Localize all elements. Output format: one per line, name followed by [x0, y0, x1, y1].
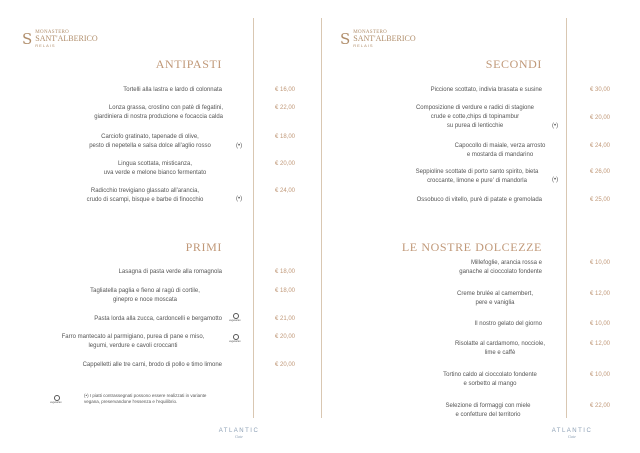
antipasti-price-5: € 24,00 — [275, 188, 296, 194]
dolcezze-price-5: € 10,00 — [590, 372, 611, 378]
secondi-price-2: € 20,00 — [590, 115, 611, 121]
secondi-title: SECONDI — [485, 57, 542, 71]
dolcezze-dish-3: Il nostro gelato del giorno — [474, 321, 542, 327]
brand-line-1: MONASTERO — [353, 30, 388, 35]
dolcezze-price-1: € 10,00 — [590, 260, 611, 266]
right-divider-line-left — [321, 18, 322, 418]
dolcezze-price-4: € 12,00 — [590, 341, 611, 347]
secondi-vegan-mark-4: (•) — [552, 177, 559, 183]
brand-logo — [340, 30, 416, 48]
right-divider-line-right — [566, 18, 567, 418]
atlantic-sub: Gate — [568, 434, 576, 439]
atlantic-footer-logo — [214, 428, 264, 439]
secondi-price-1: € 30,00 — [590, 87, 611, 93]
secondi-price-4: € 26,00 — [590, 169, 611, 175]
brand-line-3: RELAIS — [353, 43, 374, 48]
left-divider-line — [253, 18, 254, 418]
primi-dish-3: Pasta lorda alla zucca, cardoncelli e bergamotto — [94, 316, 222, 322]
antipasti-dish-3: Carciofo gratinato, tapenade di olive, pesto di nepetella e salsa dolce all'aglio rosso — [89, 134, 211, 149]
primi-dish-1: Lasagna di pasta verde alla romagnola — [118, 269, 222, 275]
secondi-price-3: € 24,00 — [590, 143, 611, 149]
brand-line-2: SANT'ALBERICO — [35, 34, 98, 43]
secondi-dish-3: Capocollo di maiale, verza arrosto e mostarda di mandarino — [454, 143, 546, 158]
antipasti-dish-2: Lonza grassa, crostino con patè di fegatini, giardiniera di nostra produzione e focaccia calda — [94, 105, 223, 120]
secondi-vegan-mark-2: (•) — [552, 123, 559, 129]
antipasti-vegan-mark-5: (•) — [236, 196, 243, 202]
secondi-dish-2: Composizione di verdure e radici di stagione crude e cotte,chips di topinambur su purea di lenticchie — [415, 105, 535, 129]
atlantic-footer-logo — [547, 428, 597, 439]
primi-dish-4: Farro mantecato al parmigiano, purea di pane e miso, legumi, verdure e cavoli croccanti — [61, 334, 205, 349]
atlantic-name: ATLANTIC — [218, 428, 260, 434]
antipasti-dish-1: Tortelli alla lastra e lardo di colonnata — [123, 87, 222, 93]
vegan-variant-note: (•) I piatti contrassegnati possono essere realizzati in variante vegana, preservandone l'essenza e l'equilibrio. — [84, 393, 207, 404]
vegetarian-icon-label: vegetarian — [50, 401, 62, 404]
dolcezze-dish-6: Selezione di formaggi con miele e confetture del territorio — [445, 403, 531, 418]
right-menu-page — [320, 0, 640, 453]
primi-dish-2: Tagliatella paglia e fieno al ragù di cortile, ginepro e noce moscata — [90, 288, 200, 303]
brand-logo — [22, 30, 98, 48]
dolcezze-title: LE NOSTRE DOLCEZZE — [401, 240, 542, 254]
primi-title: PRIMI — [185, 240, 222, 254]
antipasti-vegan-mark-3: (•) — [236, 143, 243, 149]
vegetarian-icon — [231, 334, 241, 342]
dolcezze-dish-5: Tortino caldo al cioccolato fondente e sorbetto al mango — [443, 372, 537, 387]
atlantic-sub: Gate — [235, 434, 243, 439]
brand-monogram: S — [340, 29, 351, 48]
vegetarian-icon-label: vegetarian — [229, 340, 241, 343]
dolcezze-price-6: € 22,00 — [590, 403, 611, 409]
primi-price-2: € 18,00 — [275, 288, 296, 294]
atlantic-name: ATLANTIC — [551, 428, 593, 434]
antipasti-price-3: € 18,00 — [275, 134, 296, 140]
primi-dish-5: Cappelletti alle tre carni, brodo di pollo e timo limone — [82, 362, 222, 368]
brand-line-1: MONASTERO — [35, 30, 70, 35]
antipasti-dish-5: Radicchio trevigiano glassato all'arancia, crudo di scampi, bisque e barbe di finocchio — [86, 188, 204, 203]
primi-price-3: € 21,00 — [275, 316, 296, 322]
primi-price-5: € 20,00 — [275, 362, 296, 368]
secondi-price-5: € 25,00 — [590, 197, 611, 203]
vegetarian-icon — [231, 313, 241, 321]
secondi-dish-4: Seppioline scottate di porto santo spirito, bieta croccante, limone e pure' di mandorla — [415, 169, 539, 184]
antipasti-price-2: € 22,00 — [275, 105, 296, 111]
dolcezze-dish-2: Creme brulée al camembert, pere e vaniglia — [456, 291, 534, 306]
brand-line-2: SANT'ALBERICO — [353, 34, 416, 43]
dolcezze-dish-1: Millefoglie, arancia rossa e ganache al cioccolato fondente — [459, 260, 542, 275]
secondi-dish-5: Ossobuco di vitello, purè di patate e gremolada — [416, 197, 542, 203]
antipasti-price-1: € 16,00 — [275, 87, 296, 93]
vegetarian-icon — [52, 395, 62, 403]
secondi-dish-1: Piccione scottato, indivia brasata e susine — [430, 87, 542, 93]
primi-price-4: € 20,00 — [275, 334, 296, 340]
brand-monogram: S — [22, 29, 33, 48]
antipasti-title: ANTIPASTI — [155, 57, 222, 71]
dolcezze-price-2: € 12,00 — [590, 291, 611, 297]
primi-price-1: € 18,00 — [275, 269, 296, 275]
antipasti-price-4: € 20,00 — [275, 161, 296, 167]
dolcezze-price-3: € 10,00 — [590, 321, 611, 327]
antipasti-dish-4: Lingua scottata, misticanza, uva verde e melone bianco fermentato — [103, 161, 207, 176]
brand-line-3: RELAIS — [35, 43, 56, 48]
dolcezze-dish-4: Risolatte al cardamomo, nocciole, lime e caffè — [454, 341, 546, 356]
vegetarian-icon-label: vegetarian — [229, 319, 241, 322]
